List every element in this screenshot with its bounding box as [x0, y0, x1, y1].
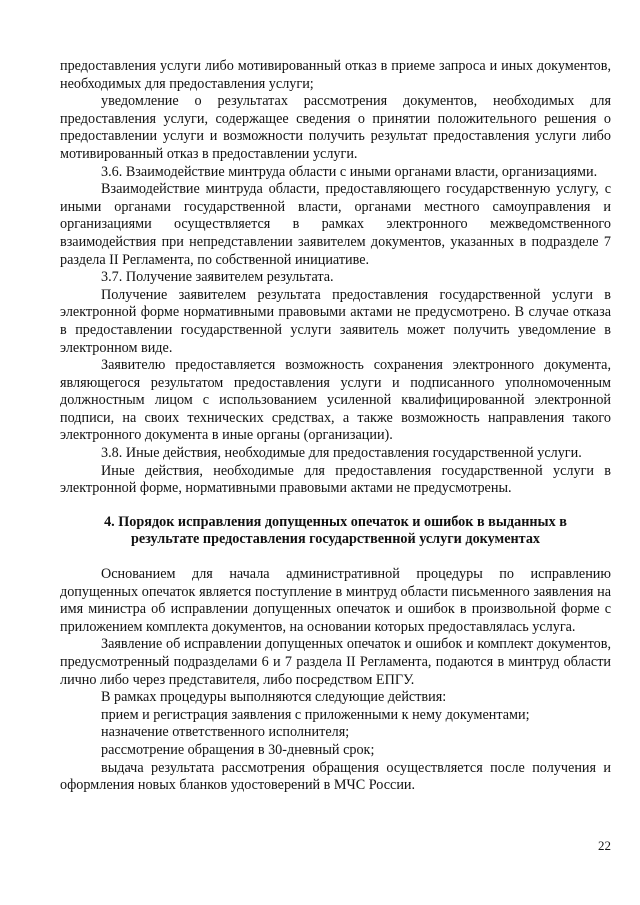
page-number: 22 [598, 838, 611, 853]
paragraph: Заявление об исправлении допущенных опечаток и ошибок и комплект документов, предусмотренный подразделами 6 и 7 раздела II Регламента, подаются в минтруд области лично либо через представителя, либо посредством ЕПГУ. [60, 636, 611, 688]
paragraph: назначение ответственного исполнителя; [101, 724, 350, 741]
section-heading-line: 4. Порядок исправления допущенных опечаток и ошибок в выданных в [104, 513, 567, 530]
paragraph: 3.8. Иные действия, необходимые для предоставления государственной услуги. [101, 445, 582, 462]
paragraph: прием и регистрация заявления с приложенными к нему документами; [101, 706, 530, 723]
paragraph: В рамках процедуры выполняются следующие действия: [101, 689, 447, 706]
paragraph: 3.7. Получение заявителем результата. [101, 269, 334, 286]
paragraphs-top [60, 58, 611, 498]
document-page [60, 58, 611, 795]
paragraph: предоставления услуги либо мотивированный отказ в приеме запроса и иных документов, необходимых для предоставления услуги; [60, 58, 611, 92]
paragraph: рассмотрение обращения в 30-дневный срок; [101, 741, 375, 758]
paragraph: 3.6. Взаимодействие минтруда области с иными органами власти, организациями. [101, 163, 598, 180]
paragraphs-bottom [60, 566, 611, 795]
paragraph: уведомление о результатах рассмотрения документов, необходимых для предоставления услуги, содержащее сведения о принятии положительного решения о предоставлении услуги и возможности получить результат предоставления услуги либо мотивированный отказ в предоставлении услуги. [60, 93, 611, 162]
paragraph: Взаимодействие минтруда области, предоставляющего государственную услугу, с иными органами государственной власти, органами местного самоуправления и организациями осуществляется в рамках электронного межведомственного взаимодействия при непредставлении заявителем документов, указанных в подразделе 7 раздела II Регламента, по собственной инициативе. [60, 181, 611, 268]
section-heading [60, 514, 611, 549]
paragraph: Заявителю предоставляется возможность сохранения электронного документа, являющегося результатом предоставления услуги и подписанного уполномоченным должностным лицом с использованием усиленной квалифицированной электронной подписи, на своих технических средствах, а также возможность направления такого электронного документа в иные органы (организации). [60, 357, 611, 444]
paragraph: выдача результата рассмотрения обращения осуществляется после получения и оформления новых бланков удостоверений в МЧС России. [60, 759, 611, 794]
section-heading-line: результате предоставления государственной услуги документах [130, 531, 541, 548]
paragraph: Основанием для начала административной процедуры по исправлению допущенных опечаток является поступление в минтруд области письменного заявления на имя министра об исправлении допущенных опечаток и ошибок в произвольной форме с приложением комплекта документов, на основании которых предоставлялась услуга. [60, 566, 611, 635]
paragraph: Иные действия, необходимые для предоставления государственной услуги в электронной форме, нормативными правовыми актами не предусмотрены. [60, 462, 611, 497]
paragraph: Получение заявителем результата предоставления государственной услуги в электронной форме нормативными правовыми актами не предусмотрено. В случае отказа в предоставлении государственной услуги заявитель может получить уведомление в электронном виде. [60, 286, 611, 356]
